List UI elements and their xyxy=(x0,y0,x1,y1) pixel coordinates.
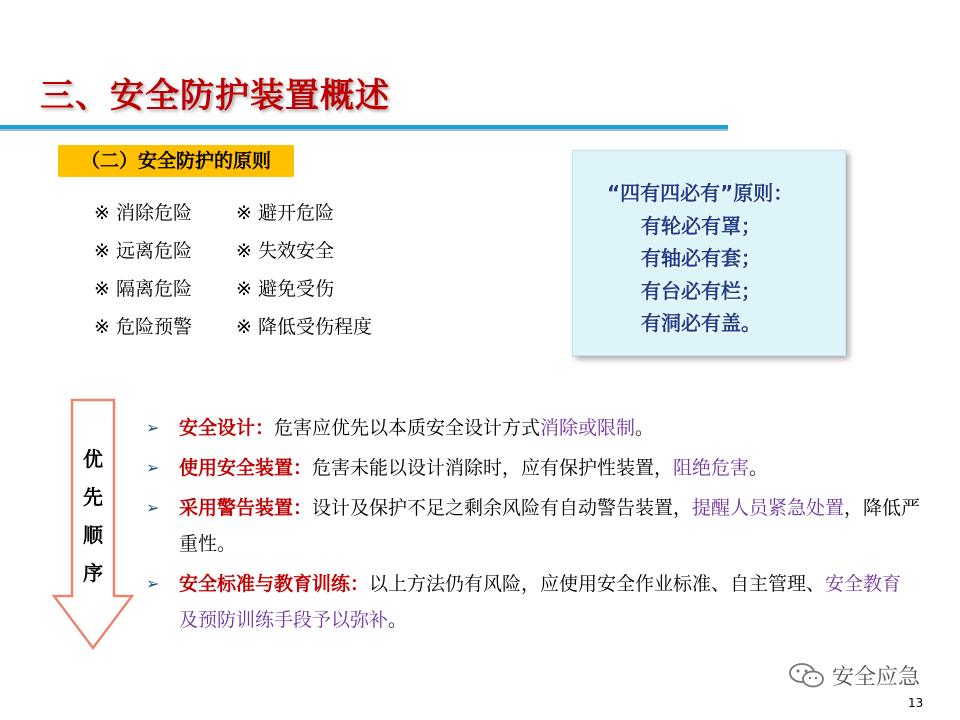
bullet-highlight: 消除或限制 xyxy=(540,417,636,439)
priority-bullets xyxy=(146,410,926,638)
bullet-tail: 。 xyxy=(388,609,408,631)
bullet-tail: 。 xyxy=(635,417,655,439)
bullet-item xyxy=(146,566,919,638)
four-musts-item: 有洞必有盖。 xyxy=(641,311,761,335)
bullet-highlight: 提醒人员紧急处置 xyxy=(692,497,845,519)
bullet-keyword: 使用安全装置： xyxy=(179,457,313,479)
four-musts-heading: “四有四必有”原则： xyxy=(607,181,794,205)
principle-item: ※ 消除危险 xyxy=(94,202,192,224)
priority-label xyxy=(52,440,134,592)
bullet-arrow-icon: ➢ xyxy=(146,418,160,437)
principle-item: ※ 避开危险 xyxy=(236,202,334,224)
page-title: 三、安全防护装置概述 xyxy=(40,76,390,116)
wechat-icon xyxy=(788,661,826,691)
principles-list xyxy=(94,200,406,340)
bullet-tail: ，降低严重性。 xyxy=(179,497,921,555)
principle-item: ※ 隔离危险 xyxy=(94,278,192,300)
bullet-text: 设计及保护不足之剩余风险有自动警告装置， xyxy=(312,497,693,519)
priority-char: 优 xyxy=(83,447,103,471)
bullet-arrow-icon: ➢ xyxy=(146,498,160,517)
principle-item: ※ 危险预警 xyxy=(94,316,192,338)
bullet-arrow-icon: ➢ xyxy=(146,458,160,477)
principle-item: ※ 失效安全 xyxy=(236,240,334,262)
bullet-item xyxy=(146,410,926,446)
priority-char: 先 xyxy=(83,485,103,509)
bullet-text: 危害未能以设计消除时，应有保护性装置， xyxy=(312,457,674,479)
bullet-highlight: 阻绝危害 xyxy=(673,457,750,479)
four-musts-item: 有台必有栏； xyxy=(641,278,761,303)
priority-char: 序 xyxy=(83,561,103,585)
bullet-text: 以上方法仍有风险，应使用安全作业标准、自主管理、 xyxy=(369,573,826,595)
bullet-text: 危害应优先以本质安全设计方式 xyxy=(274,417,541,439)
bullet-item xyxy=(146,490,939,562)
principle-item: ※ 降低受伤程度 xyxy=(236,316,372,338)
bullet-keyword: 安全标准与教育训练： xyxy=(179,573,370,595)
priority-arrow xyxy=(52,398,134,650)
section-subheading: （二）安全防护的原则 xyxy=(58,145,294,177)
bullet-highlight: 安全教育及预防训练手段予以弥补 xyxy=(179,573,902,631)
four-musts-item: 有轮必有罩； xyxy=(641,213,761,238)
watermark xyxy=(788,660,920,691)
bullet-tail: 。 xyxy=(749,457,769,479)
bullet-keyword: 安全设计： xyxy=(179,417,275,439)
four-musts-item: 有轴必有套； xyxy=(641,246,761,270)
watermark-text: 安全应急 xyxy=(832,665,921,690)
principle-item: ※ 避免受伤 xyxy=(236,278,334,300)
bullet-item xyxy=(146,450,926,486)
title-divider-shadow xyxy=(0,129,728,131)
page-number: 13 xyxy=(908,696,924,710)
four-musts-box xyxy=(572,150,846,356)
principle-item: ※ 远离危险 xyxy=(94,240,192,262)
bullet-arrow-icon: ➢ xyxy=(146,574,160,593)
priority-char: 顺 xyxy=(83,523,103,547)
bullet-keyword: 采用警告装置： xyxy=(179,497,313,519)
